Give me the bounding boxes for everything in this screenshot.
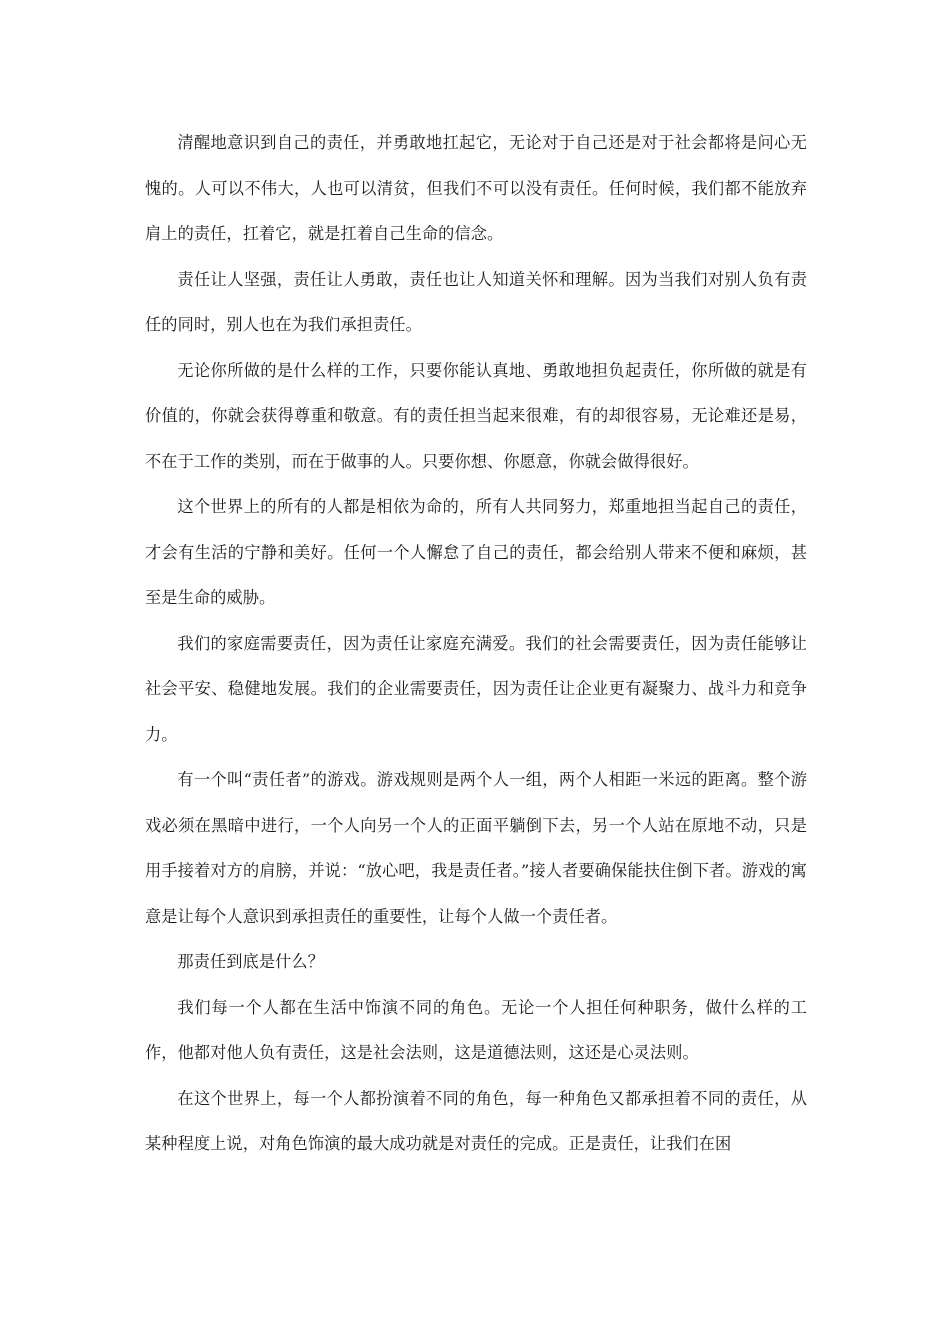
paragraph-1: 清醒地意识到自己的责任，并勇敢地扛起它，无论对于自己还是对于社会都将是问心无愧的。人可以不伟大，人也可以清贫，但我们不可以没有责任。任何时候，我们都不能放弃肩上的责任，扛着它，就是扛着自己生命的信念。 bbox=[145, 133, 807, 243]
paragraph-4: 这个世界上的所有的人都是相依为命的，所有人共同努力，郑重地担当起自己的责任，才会有生活的宁静和美好。任何一个人懈怠了自己的责任，都会给别人带来不便和麻烦，甚至是生命的威胁。 bbox=[145, 497, 807, 607]
paragraph-6: 有一个叫“责任者”的游戏。游戏规则是两个人一组，两个人相距一米远的距离。整个游戏必须在黑暗中进行，一个人向另一个人的正面平躺倒下去，另一个人站在原地不动，只是用手接着对方的肩膀，并说：“放心吧，我是责任者。”接人者要确保能扶住倒下者。游戏的寓意是让每个人意识到承担责任的重要性，让每个人做一个责任者。 bbox=[145, 770, 807, 926]
paragraph-3: 无论你所做的是什么样的工作，只要你能认真地、勇敢地担负起责任，你所做的就是有价值的，你就会获得尊重和敬意。有的责任担当起来很难，有的却很容易，无论难还是易，不在于工作的类别，而在于做事的人。只要你想、你愿意，你就会做得很好。 bbox=[145, 360, 807, 471]
paragraph-8: 我们每一个人都在生活中饰演不同的角色。无论一个人担任何种职务，做什么样的工作，他都对他人负有责任，这是社会法则，这是道德法则，这还是心灵法则。 bbox=[145, 997, 807, 1062]
paragraph-2: 责任让人坚强，责任让人勇敢，责任也让人知道关怀和理解。因为当我们对别人负有责任的同时，别人也在为我们承担责任。 bbox=[145, 269, 807, 334]
paragraph-5: 我们的家庭需要责任，因为责任让家庭充满爱。我们的社会需要责任，因为责任能够让社会平安、稳健地发展。我们的企业需要责任，因为责任让企业更有凝聚力、战斗力和竞争力。 bbox=[145, 633, 807, 744]
paragraph-9: 在这个世界上，每一个人都扮演着不同的角色，每一种角色又都承担着不同的责任，从某种程度上说，对角色饰演的最大成功就是对责任的完成。正是责任，让我们在困 bbox=[145, 1088, 807, 1153]
document-body bbox=[145, 120, 807, 1167]
paragraph-7: 那责任到底是什么？ bbox=[177, 952, 324, 971]
